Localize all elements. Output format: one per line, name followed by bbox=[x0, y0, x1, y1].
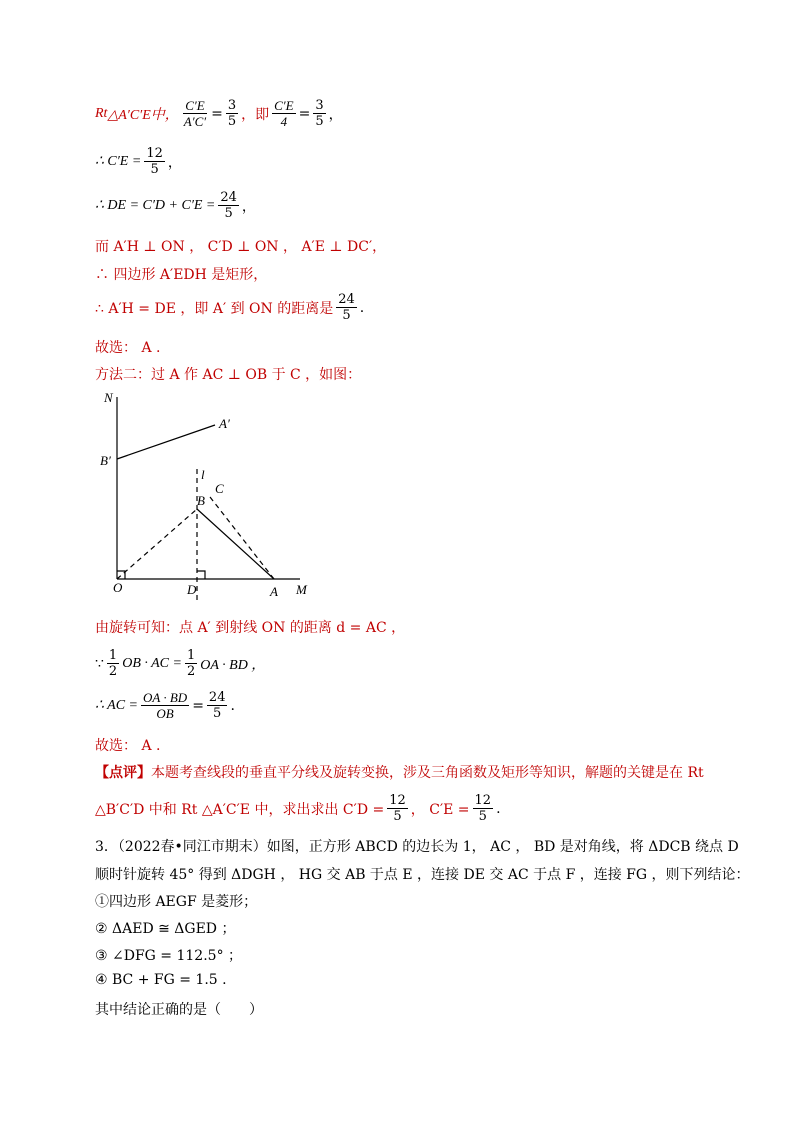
option-text: ①四边形 AEGF 是菱形； bbox=[95, 894, 258, 910]
numerator: 12 bbox=[389, 793, 406, 808]
fraction bbox=[144, 146, 165, 177]
denominator: 2 bbox=[186, 664, 196, 679]
fraction bbox=[182, 98, 208, 129]
fraction bbox=[473, 793, 494, 824]
text: 方法二：过 A 作 AC ⊥ OB 于 C ，如图： bbox=[95, 367, 362, 383]
problem-text: 顺时针旋转 45° 得到 ΔDGH ， HG 交 AB 于点 E ，连接 DE 交 AC 于点 F ，连接 FG ，则下列结论： bbox=[95, 867, 750, 883]
sol1-line3 bbox=[95, 190, 256, 221]
problem3-line2 bbox=[95, 864, 750, 884]
problem3-option3 bbox=[95, 945, 242, 965]
text: . bbox=[496, 800, 501, 817]
numerator: 1 bbox=[108, 648, 118, 663]
sol2-line3 bbox=[95, 690, 235, 721]
question-text: 其中结论正确的是（ ） bbox=[95, 1002, 263, 1018]
numerator: 3 bbox=[227, 98, 237, 113]
denominator: 5 bbox=[227, 114, 237, 129]
problem3-option1 bbox=[95, 891, 257, 911]
segment-BprimeAprime bbox=[117, 425, 215, 459]
numerator: 12 bbox=[146, 146, 163, 161]
text: ， C′E = bbox=[410, 801, 470, 818]
text: Rt bbox=[95, 105, 108, 121]
comment-line2 bbox=[95, 793, 501, 824]
text: . bbox=[230, 697, 235, 714]
fraction bbox=[272, 98, 295, 129]
right-angle-D bbox=[197, 571, 205, 579]
label-Aprime: A′ bbox=[219, 416, 230, 431]
text: 故选： A . bbox=[95, 340, 161, 356]
text: △B′C′D 中和 Rt △A′C′E 中，求出求出 C′D = bbox=[95, 801, 385, 818]
label-A: A bbox=[270, 584, 278, 599]
text: ，即 bbox=[241, 106, 270, 123]
numerator: OA · BD bbox=[143, 690, 188, 705]
problem-text: 3．（2022春•同江市期末）如图，正方形 ABCD 的边长为 1， AC ， BD 是对角线，将 ΔDCB 绕点 D bbox=[95, 839, 739, 855]
text: ∴ A′H = DE ，即 A′ 到 ON 的距离是 bbox=[95, 300, 334, 317]
label-N: N bbox=[104, 390, 113, 405]
text: OA · BD ， bbox=[200, 657, 266, 673]
sol2-line2 bbox=[95, 648, 265, 679]
segment-OB bbox=[117, 509, 197, 579]
text: = bbox=[192, 697, 204, 714]
denominator: 5 bbox=[224, 206, 233, 221]
denominator: OB bbox=[156, 706, 174, 721]
text: ∴ DE = C′D + C′E = bbox=[95, 198, 216, 213]
denominator: 5 bbox=[342, 308, 351, 323]
fraction bbox=[226, 98, 238, 129]
segment-AC bbox=[210, 497, 274, 579]
problem3-line1 bbox=[95, 836, 739, 856]
denominator: 5 bbox=[150, 162, 159, 177]
label-M: M bbox=[296, 582, 307, 597]
fraction bbox=[387, 793, 408, 824]
text: ∴ AC = bbox=[95, 698, 138, 713]
text: 由旋转可知：点 A′ 到射线 ON 的距离 d = AC ， bbox=[95, 620, 406, 636]
numerator: 12 bbox=[474, 793, 492, 808]
fraction bbox=[107, 648, 119, 679]
text: ， bbox=[241, 198, 256, 215]
numerator: 24 bbox=[208, 690, 226, 705]
label-C: C bbox=[215, 481, 224, 496]
fraction bbox=[336, 292, 357, 323]
numerator: 3 bbox=[315, 98, 324, 113]
sol1-line4 bbox=[95, 236, 386, 256]
label-O: O bbox=[113, 580, 123, 595]
denominator: 2 bbox=[108, 664, 118, 679]
text: OB · AC = bbox=[122, 655, 182, 671]
numerator: 24 bbox=[220, 190, 237, 205]
fraction bbox=[207, 690, 228, 721]
sol1-line6 bbox=[95, 292, 364, 323]
fraction bbox=[141, 690, 189, 721]
fraction bbox=[218, 190, 239, 221]
text: 本题考查线段的垂直平分线及旋转变换，涉及三角函数及矩形等知识，解题的关键是在 Rt bbox=[151, 765, 704, 781]
text: ∵ bbox=[95, 655, 104, 672]
fraction bbox=[313, 98, 325, 129]
geometry-diagram bbox=[90, 385, 330, 605]
sol2-line4 bbox=[95, 735, 160, 755]
denominator: 5 bbox=[315, 114, 324, 129]
label-l: l bbox=[201, 467, 205, 482]
sol1-line7 bbox=[95, 337, 160, 357]
problem3-question bbox=[95, 999, 263, 1019]
sol1-line1: Rt △A′C′E中， $\frac{C'E}{A'C'}$ = $\frac{3}{5}$ ，即 $\frac{C'E}{4}$ = $\frac{3}{5}$ ， bbox=[95, 98, 343, 129]
denominator: 5 bbox=[393, 809, 402, 824]
problem3-option4 bbox=[95, 972, 227, 988]
denominator: 5 bbox=[478, 809, 487, 824]
sol2-line1 bbox=[95, 617, 405, 637]
segment-BA bbox=[197, 509, 274, 579]
label-Bprime: B′ bbox=[100, 453, 111, 468]
sol1-line2 bbox=[95, 146, 182, 177]
fraction bbox=[185, 648, 197, 679]
option-text: ④ BC + FG = 1.5 . bbox=[95, 972, 227, 988]
denominator: 4 bbox=[280, 114, 288, 129]
text: ， bbox=[328, 106, 343, 123]
option-text: ③ ∠DFG = 112.5° ； bbox=[95, 948, 243, 964]
denominator: A′C′ bbox=[183, 114, 207, 129]
denominator: 5 bbox=[213, 706, 222, 721]
text: 故选： A . bbox=[95, 738, 161, 754]
numerator: 24 bbox=[338, 292, 355, 307]
numerator: C′E bbox=[274, 98, 294, 113]
comment-label: 【点评】 bbox=[95, 765, 151, 781]
text: △A′C′E中， bbox=[107, 107, 179, 123]
comment-line1 bbox=[95, 762, 704, 782]
text: ∴ 四边形 A′EDH 是矩形， bbox=[95, 267, 268, 283]
text: ， bbox=[167, 154, 182, 171]
numerator: 1 bbox=[186, 648, 196, 663]
text: = bbox=[211, 105, 223, 122]
problem3-option2 bbox=[95, 918, 236, 938]
sol1-line8 bbox=[95, 364, 361, 384]
text: 而 A′H ⊥ ON ， C′D ⊥ ON ， A′E ⊥ DC′， bbox=[95, 239, 387, 255]
label-D: D bbox=[187, 582, 197, 597]
numerator: C′E bbox=[185, 98, 205, 113]
text: . bbox=[359, 299, 365, 316]
label-B: B bbox=[197, 493, 205, 508]
text: ∴ C′E = bbox=[95, 154, 142, 169]
option-text: ② ΔAED ≅ ΔGED ； bbox=[95, 921, 236, 937]
sol1-line5 bbox=[95, 264, 267, 284]
